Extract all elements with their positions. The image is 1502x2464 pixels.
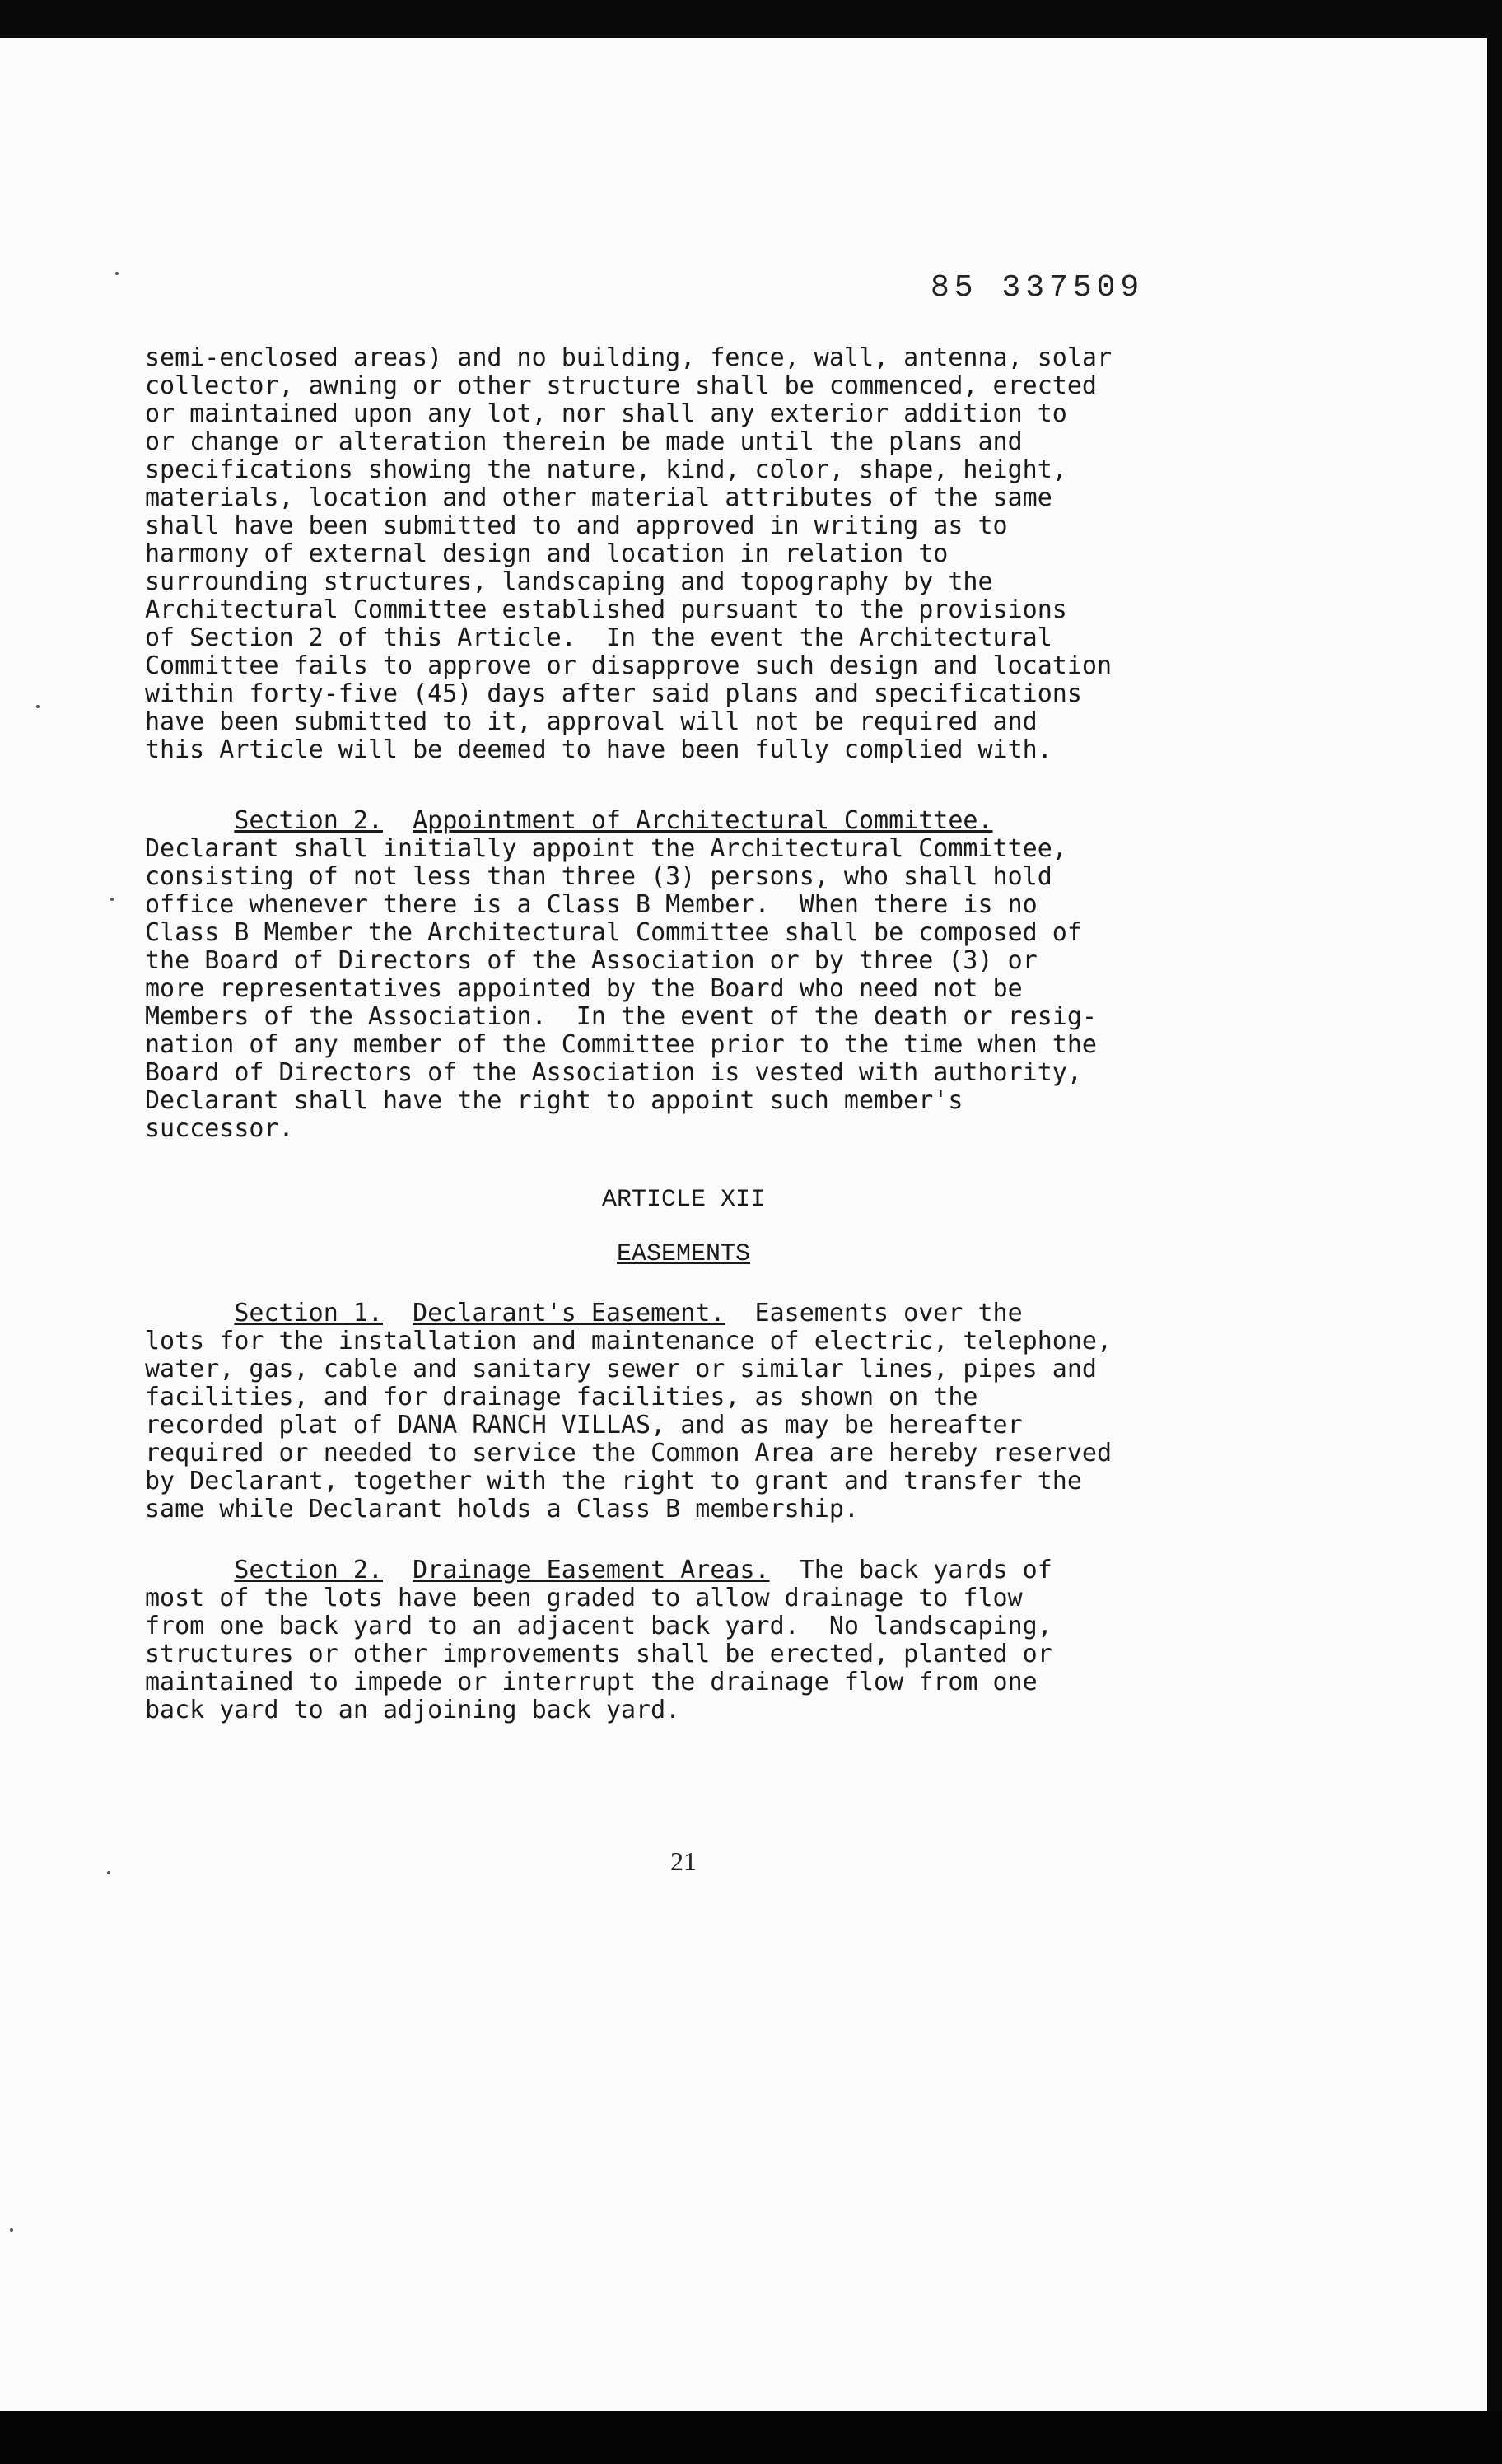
paragraph-line: harmony of external design and location in relation to: [145, 539, 949, 568]
scan-speck: [110, 898, 114, 901]
section-first-line: The back yards of: [769, 1556, 1052, 1584]
paragraph-line: Members of the Association. In the event of the death or resig-: [145, 1002, 1097, 1031]
paragraph-line: this Article will be deemed to have been fully complied with.: [145, 735, 1052, 764]
paragraph-line: successor.: [145, 1114, 294, 1143]
section-1-declarant-easement: [145, 1300, 1298, 1524]
section-2-appointment: [145, 807, 1298, 1143]
paragraph-line: nation of any member of the Committee prior to the time when the: [145, 1030, 1097, 1059]
scan-speck: [115, 272, 119, 275]
paragraph-line: or maintained upon any lot, nor shall any exterior addition to: [145, 399, 1067, 428]
paragraph-line: by Declarant, together with the right to grant and transfer the: [145, 1467, 1082, 1496]
section-label: Section 1.: [234, 1299, 383, 1328]
paragraph-line: from one back yard to an adjacent back yard. No landscaping,: [145, 1612, 1052, 1640]
paragraph-line: office whenever there is a Class B Member. When there is no: [145, 890, 1038, 919]
paragraph-line: collector, awning or other structure shall be commenced, erected: [145, 371, 1097, 400]
document-number: 85 337509: [931, 270, 1145, 306]
paragraph-line: back yard to an adjoining back yard.: [145, 1696, 681, 1724]
paragraph-line: Declarant shall initially appoint the Architectural Committee,: [145, 834, 1067, 863]
article-subtitle: EASEMENTS: [616, 1240, 751, 1268]
paragraph-line: semi-enclosed areas) and no building, fence, wall, antenna, solar: [145, 343, 1112, 372]
paragraph-line: more representatives appointed by the Board who need not be: [145, 974, 1023, 1003]
paragraph-line: consisting of not less than three (3) persons, who shall hold: [145, 862, 1052, 891]
paragraph-line: Architectural Committee established pursuant to the provisions: [145, 595, 1067, 624]
paragraph-line: specifications showing the nature, kind, color, shape, height,: [145, 455, 1067, 484]
paragraph-line: facilities, and for drainage facilities, as shown on the: [145, 1383, 978, 1412]
paragraph-line: Class B Member the Architectural Committee shall be composed of: [145, 918, 1082, 947]
paragraph-line: have been submitted to it, approval will not be required and: [145, 707, 1038, 736]
paragraph-line: within forty-five (45) days after said plans and specifications: [145, 679, 1082, 708]
paragraph-line: Declarant shall have the right to appoint such member's: [145, 1086, 963, 1115]
paragraph-line: same while Declarant holds a Class B membership.: [145, 1495, 859, 1524]
section-title: Declarant's Easement.: [413, 1299, 725, 1328]
paragraph-line: required or needed to service the Common Area are hereby reserved: [145, 1439, 1112, 1468]
paragraph-line: lots for the installation and maintenance of electric, telephone,: [145, 1327, 1112, 1356]
article-title: ARTICLE XII: [601, 1186, 766, 1214]
paragraph-line: water, gas, cable and sanitary sewer or similar lines, pipes and: [145, 1355, 1097, 1384]
page-number: 21: [670, 1846, 697, 1876]
paragraph-line: or change or alteration therein be made until the plans and: [145, 427, 1023, 456]
paragraph-line: maintained to impede or interrupt the drainage flow from one: [145, 1668, 1038, 1696]
paragraph-line: of Section 2 of this Article. In the event the Architectural: [145, 623, 1052, 652]
paragraph-line: Board of Directors of the Association is vested with authority,: [145, 1058, 1082, 1087]
paragraph-line: Committee fails to approve or disapprove such design and location: [145, 651, 1112, 680]
scan-speck: [10, 2228, 13, 2232]
section-2-drainage-easement: [145, 1556, 1298, 1724]
paragraph-line: most of the lots have been graded to allow drainage to flow: [145, 1584, 1023, 1612]
section-title: Appointment of Architectural Committee.: [413, 806, 993, 835]
paragraph-line: recorded plat of DANA RANCH VILLAS, and as may be hereafter: [145, 1411, 1023, 1440]
section-first-line: Easements over the: [725, 1299, 1023, 1328]
paragraph-line: the Board of Directors of the Association or by three (3) or: [145, 946, 1038, 975]
section-label: Section 2.: [234, 1556, 383, 1584]
paragraph-architectural-approval: [145, 344, 1298, 764]
section-title: Drainage Easement Areas.: [413, 1556, 770, 1584]
paragraph-line: structures or other improvements shall be erected, planted or: [145, 1640, 1052, 1668]
paragraph-line: materials, location and other material attributes of the same: [145, 483, 1052, 512]
paragraph-line: surrounding structures, landscaping and topography by the: [145, 567, 993, 596]
paragraph-line: shall have been submitted to and approved in writing as to: [145, 511, 1008, 540]
section-label: Section 2.: [234, 806, 383, 835]
scan-speck: [36, 705, 40, 708]
scan-border-top: [0, 0, 1502, 38]
scan-border-bottom: [0, 2411, 1502, 2464]
scan-border-right: [1487, 0, 1502, 2464]
